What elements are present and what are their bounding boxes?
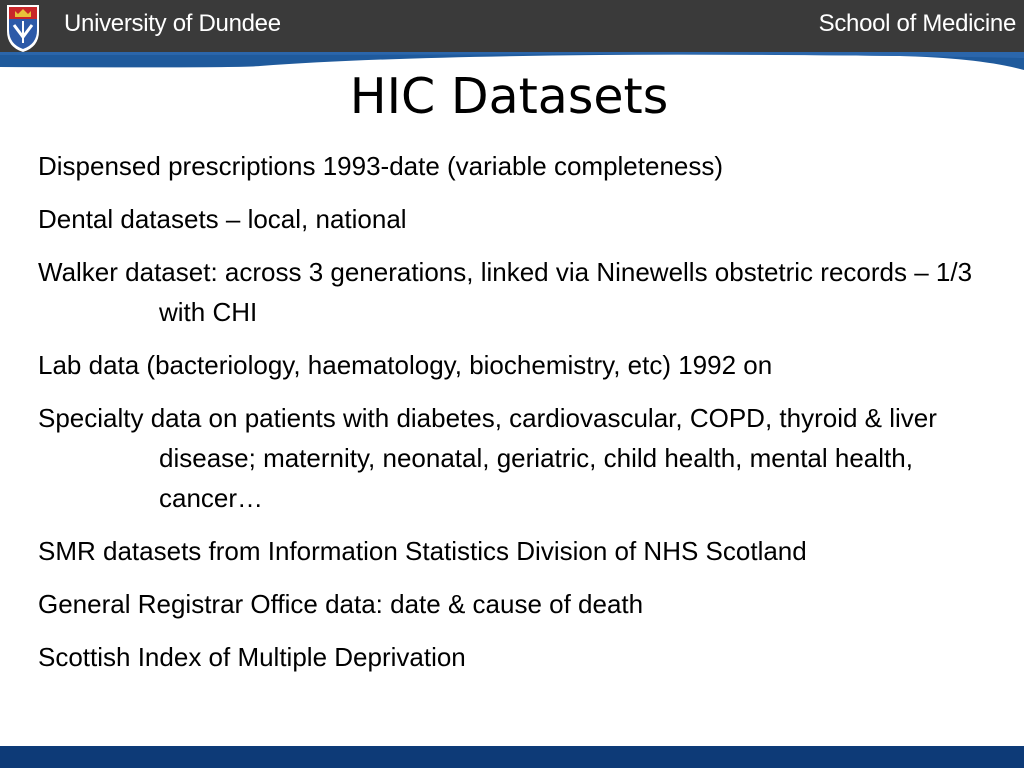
bullet-item: SMR datasets from Information Statistics Division of NHS Scotland <box>38 536 807 566</box>
bullet-item: Specialty data on patients with diabetes, cardiovascular, COPD, thyroid & liver disease; maternity, neonatal, geriatric, child health, mental health, cancer… <box>38 403 937 513</box>
bullet-list <box>38 146 1008 690</box>
university-crest-icon <box>5 3 41 53</box>
bullet-item: Lab data (bacteriology, haematology, biochemistry, etc) 1992 on <box>38 350 773 380</box>
slide-title: HIC Datasets <box>349 68 669 125</box>
school-name: School of Medicine <box>818 10 1016 37</box>
bullet-item: Walker dataset: across 3 generations, linked via Ninewells obstetric records – 1/3 with CHI <box>38 257 973 327</box>
header-bar <box>0 0 1024 52</box>
bullet-item: Dispensed prescriptions 1993-date (variable completeness) <box>38 151 724 181</box>
footer-bar <box>0 746 1024 768</box>
bullet-item: Dental datasets – local, national <box>38 204 407 234</box>
bullet-item: General Registrar Office data: date & cause of death <box>38 589 644 619</box>
university-name: University of Dundee <box>64 10 281 37</box>
bullet-item: Scottish Index of Multiple Deprivation <box>38 642 466 672</box>
